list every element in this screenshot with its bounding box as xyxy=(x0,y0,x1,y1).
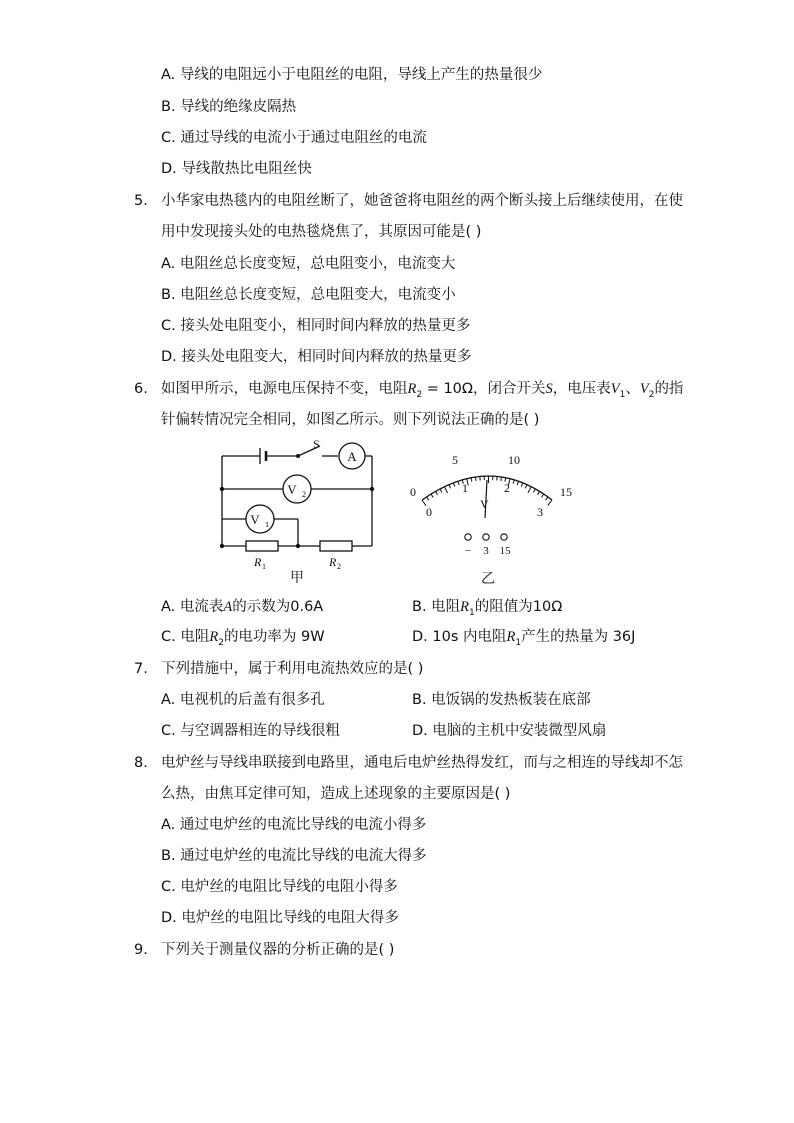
q5-option-c: C. 接头处电阻变小，相同时间内释放的热量更多 xyxy=(161,318,471,334)
dial-tick xyxy=(475,477,476,481)
dial-tick xyxy=(513,480,514,484)
junction-dot xyxy=(296,544,300,548)
r2-subscript: 2 xyxy=(337,562,341,571)
q7-option-a: A. 电视机的后盖有很多孔 xyxy=(161,692,325,708)
dial-tick xyxy=(546,497,548,500)
outer-tick-15: 15 xyxy=(560,485,572,499)
q5-option-b: B. 电阻丝总长度变短，总电阻变大，电流变小 xyxy=(161,287,456,303)
outer-tick-0: 0 xyxy=(410,485,416,499)
q5-option-d: D. 接头处电阻变大，相同时间内释放的热量更多 xyxy=(161,349,472,365)
q9-stem: 下列关于测量仪器的分析正确的是( ) xyxy=(161,942,395,958)
q7-option-c: C. 与空调器相连的导线很粗 xyxy=(161,723,340,739)
figure-caption-jia: 甲 xyxy=(290,571,304,586)
q6-stem-line2: 针偏转情况完全相同，如图乙所示。则下列说法正确的是( ) xyxy=(161,412,540,428)
dial-tick xyxy=(501,477,502,481)
terminal-15 xyxy=(501,534,507,540)
q5-number: 5. xyxy=(134,193,148,209)
dial-tick xyxy=(436,491,438,494)
q5-stem-line2: 用中发现接头处的电热毯烧焦了，其原因可能是( ) xyxy=(161,224,482,240)
dial-tick xyxy=(525,485,527,489)
q8-option-b: B. 通过电炉丝的电流比导线的电流大得多 xyxy=(161,848,427,864)
q4-option-d: D. 导线散热比电阻丝快 xyxy=(161,161,312,177)
circuit-diagram xyxy=(210,438,385,588)
inner-tick-2: 2 xyxy=(504,481,510,495)
voltmeter-dial xyxy=(400,446,580,590)
q6-option-c: C. 电阻$R_2$的电功率为 9W xyxy=(161,629,325,648)
inner-tick-3: 3 xyxy=(537,505,543,519)
r1-subscript: 1 xyxy=(262,562,266,571)
q9-number: 9. xyxy=(134,942,148,958)
dial-tick xyxy=(427,497,429,500)
q6-option-a: A. 电流表A的示数为0.6A xyxy=(161,599,324,615)
v2-subscript: 2 xyxy=(302,490,306,499)
terminal-3 xyxy=(483,534,489,540)
inner-tick-1: 1 xyxy=(462,481,468,495)
v1-subscript: 1 xyxy=(265,520,269,529)
q4-option-c: C. 通过导线的电流小于通过电阻丝的电流 xyxy=(161,130,427,146)
r2-label: R xyxy=(329,555,337,569)
q6-number: 6. xyxy=(134,381,148,397)
outer-tick-10: 10 xyxy=(508,453,520,467)
switch-label: S xyxy=(313,438,320,451)
terminal-negative xyxy=(465,534,471,540)
dial-tick xyxy=(458,481,459,485)
q8-option-c: C. 电炉丝的电阻比导线的电阻小得多 xyxy=(161,879,398,895)
q7-option-b: B. 电饭锅的发热板装在底部 xyxy=(412,692,591,708)
dial-tick xyxy=(431,494,433,497)
ammeter-label: A xyxy=(347,449,357,464)
v2-label: V xyxy=(287,482,297,497)
q6-option-b: B. 电阻$R_1$的阻值为10Ω xyxy=(412,599,563,618)
inner-tick-0: 0 xyxy=(426,505,432,519)
junction-dot xyxy=(220,487,224,491)
dial-tick xyxy=(548,500,552,506)
dial-tick xyxy=(537,491,539,494)
q8-stem-line2: 么热，由焦耳定律可知，造成上述现象的主要原因是( ) xyxy=(161,786,511,802)
dial-tick xyxy=(453,483,454,487)
q8-stem-line1: 电炉丝与导线串联接到电路里，通电后电炉丝热得发红，而与之相连的导线却不怎 xyxy=(161,755,683,771)
q8-option-d: D. 电炉丝的电阻比导线的电阻大得多 xyxy=(161,910,399,926)
dial-tick xyxy=(528,487,531,493)
dial-tick xyxy=(517,481,518,485)
junction-dot xyxy=(220,544,224,548)
figure-caption-yi: 乙 xyxy=(481,572,495,587)
q7-stem: 下列措施中，属于利用电流热效应的是( ) xyxy=(161,661,424,677)
dial-tick xyxy=(521,483,522,487)
q8-option-a: A. 通过电炉丝的电流比导线的电流小得多 xyxy=(161,817,427,833)
q5-stem-line1: 小华家电热毯内的电阻丝断了，她爸爸将电阻丝的两个断头接上后继续使用，在使 xyxy=(161,193,683,209)
switch-pivot xyxy=(296,454,300,458)
resistor-r2 xyxy=(320,541,352,551)
q4-option-b: B. 导线的绝缘皮隔热 xyxy=(161,99,297,115)
r1-label: R xyxy=(254,555,262,569)
terminal-label-3: 3 xyxy=(483,545,489,557)
resistor-r1 xyxy=(246,541,278,551)
q7-option-d: D. 电脑的主机中安装微型风扇 xyxy=(412,723,607,739)
v1-label: V xyxy=(250,512,260,527)
dial-tick xyxy=(440,489,442,493)
dial-unit-label: V xyxy=(480,497,489,511)
q6-option-d: D. 10s 内电阻$R_1$产生的热量为 36J xyxy=(412,629,636,648)
outer-tick-5: 5 xyxy=(452,453,458,467)
q7-number: 7. xyxy=(134,661,148,677)
dial-tick xyxy=(449,485,451,489)
dial-tick xyxy=(533,489,535,492)
q8-number: 8. xyxy=(134,755,148,771)
junction-dot xyxy=(370,487,374,491)
q5-option-a: A. 电阻丝总长度变短，总电阻变小，电流变大 xyxy=(161,256,456,272)
terminal-label-negative: − xyxy=(464,545,472,557)
dial-tick xyxy=(541,494,543,497)
q4-option-a: A. 导线的电阻远小于电阻丝的电阻，导线上产生的热量很少 xyxy=(161,67,543,83)
q6-stem-line1: 如图甲所示，电源电压保持不变，电阻$R_2 = 10\Omega$，闭合开关S，电压表$V_1$、$V_2$的指 xyxy=(161,381,684,400)
dial-tick xyxy=(471,478,472,482)
dial-tick xyxy=(445,487,448,493)
terminal-label-15: 15 xyxy=(499,545,511,557)
